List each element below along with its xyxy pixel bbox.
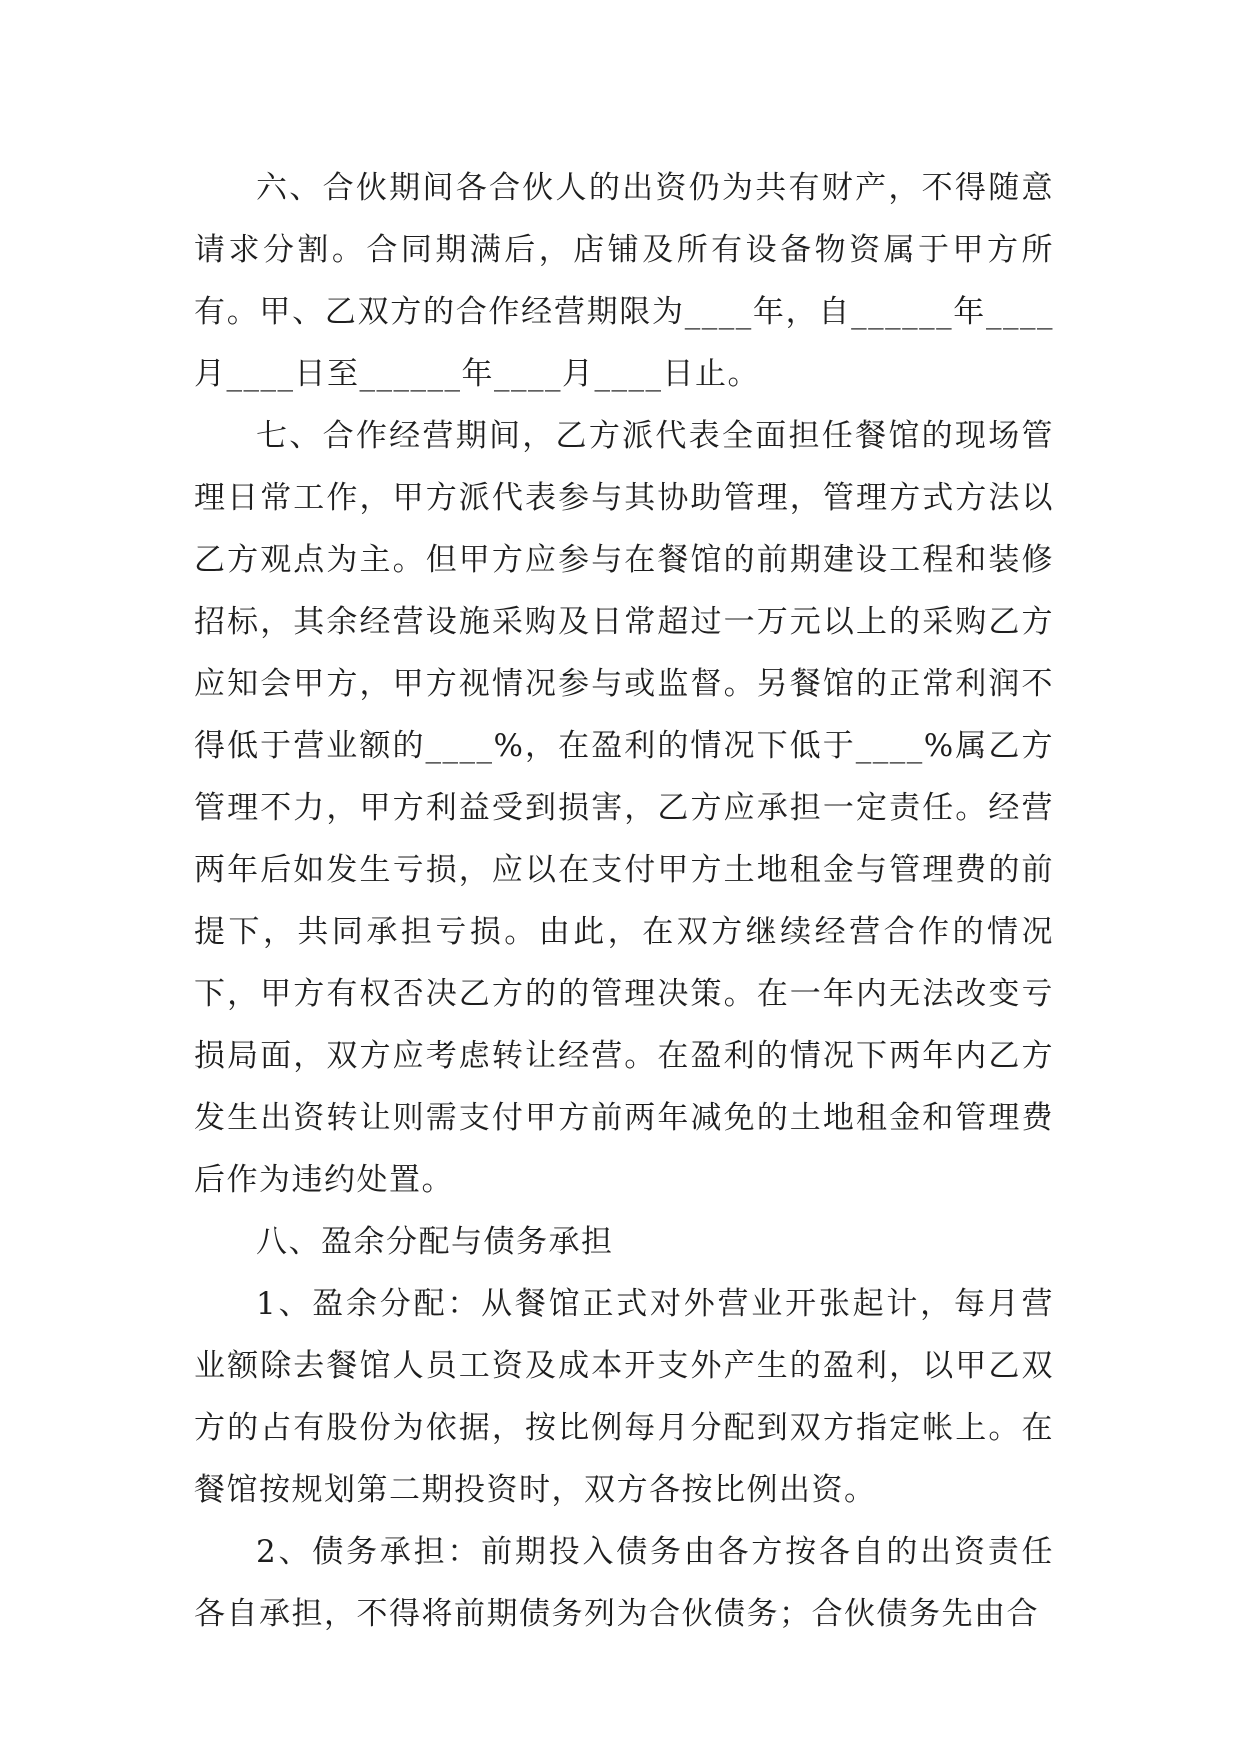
clause-seven-paragraph: 七、合作经营期间，乙方派代表全面担任餐馆的现场管理日常工作，甲方派代表参与其协助管理，管理方式方法以乙方观点为主。但甲方应参与在餐馆的前期建设工程和装修招标，其余经营设施采购及日常超过一万元以上的采购乙方应知会甲方，甲方视情况参与或监督。另餐馆的正常利润不得低于营业额的____%，在盈利的情况下低于____%属乙方管理不力，甲方利益受到损害，乙方应承担一定责任。经营两年后如发生亏损，应以在支付甲方土地租金与管理费的前提下，共同承担亏损。由此，在双方继续经营合作的情况下，甲方有权否决乙方的的管理决策。在一年内无法改变亏损局面，双方应考虑转让经营。在盈利的情况下两年内乙方发生出资转让则需支付甲方前两年减免的土地租金和管理费后作为违约处置。 — [194, 418, 1054, 1198]
debt-bearing-paragraph: 2、债务承担：前期投入债务由各方按各自的出资责任各自承担，不得将前期债务列为合伙债务；合伙债务先由合 — [194, 1534, 1054, 1632]
document-body — [194, 157, 1054, 1645]
clause-eight-heading: 八、盈余分配与债务承担 — [256, 1224, 614, 1260]
clause-six-paragraph: 六、合伙期间各合伙人的出资仍为共有财产，不得随意请求分割。合同期满后，店铺及所有设备物资属于甲方所有。甲、乙双方的合作经营期限为____年，自______年____月____日至______年____月____日止。 — [194, 170, 1054, 392]
profit-distribution-paragraph: 1、盈余分配：从餐馆正式对外营业开张起计，每月营业额除去餐馆人员工资及成本开支外产生的盈利，以甲乙双方的占有股份为依据，按比例每月分配到双方指定帐上。在餐馆按规划第二期投资时，双方各按比例出资。 — [194, 1286, 1054, 1508]
